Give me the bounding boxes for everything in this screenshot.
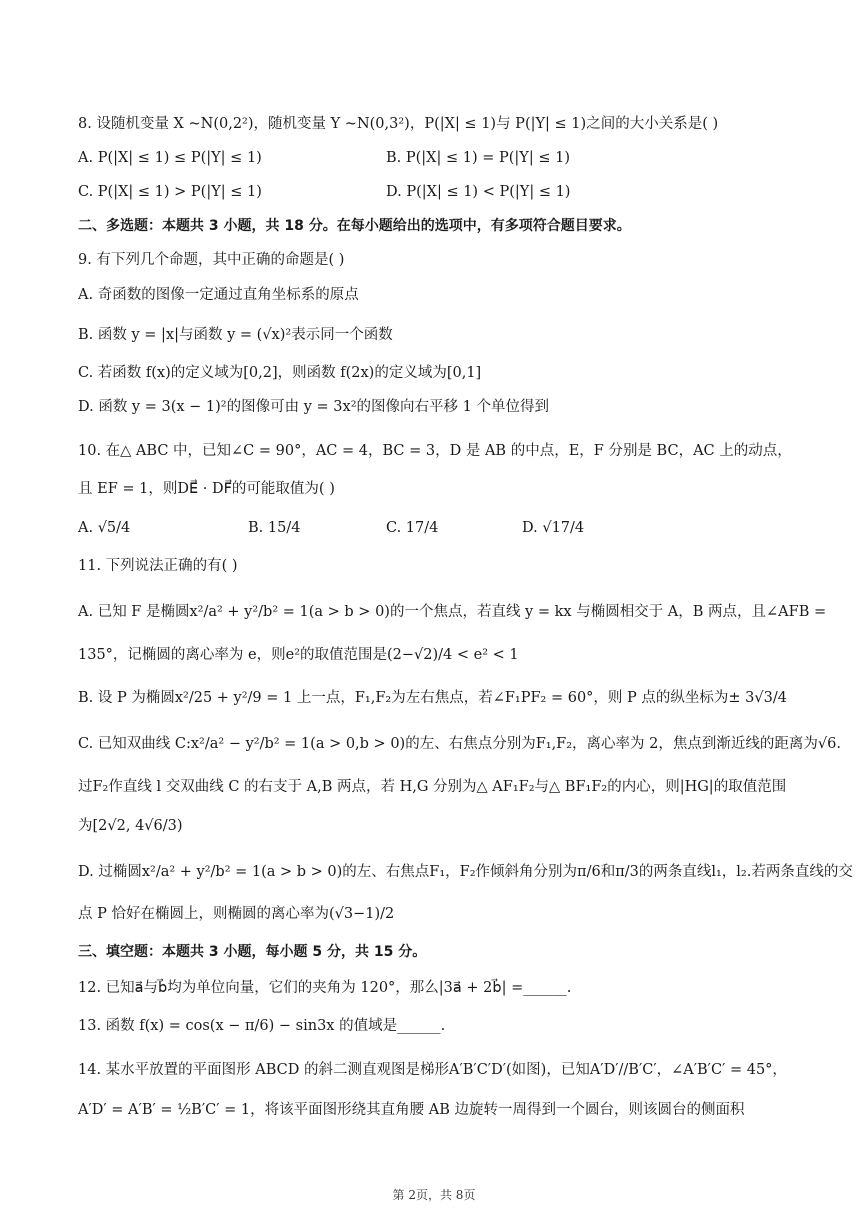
q9-option-d: D. 函数 y = 3(x − 1)²的图像可由 y = 3x²的图像向右平移 1 个单位得到 (78, 399, 549, 415)
q11-option-b: B. 设 P 为椭圆x²/25 + y²/9 = 1 上一点，F₁,F₂为左右焦点，若∠F₁PF₂ = 60°，则 P 点的纵坐标为± 3√3/4 (78, 690, 787, 706)
q9-option-c: C. 若函数 f(x)的定义域为[0,2]，则函数 f(2x)的定义域为[0,1] (78, 365, 482, 381)
q11-option-c-line1: C. 已知双曲线 C:x²/a² − y²/b² = 1(a > 0,b > 0)的左、右焦点分别为F₁,F₂，离心率为 2，焦点到渐近线的距离为√6. (78, 736, 841, 752)
q10-option-c: C. 17/4 (386, 520, 439, 536)
q10-option-a: A. √5/4 (78, 520, 131, 536)
q14-line2: A′D′ = A′B′ = ½B′C′ = 1，将该平面图形绕其直角腰 AB 边旋转一周得到一个圆台，则该圆台的侧面积 (78, 1102, 745, 1118)
section-heading-fill-in: 三、填空题：本题共 3 小题，每小题 5 分，共 15 分。 (78, 944, 427, 960)
q11-stem: 11. 下列说法正确的有( ) (78, 558, 238, 574)
q11-option-d-line2: 点 P 恰好在椭圆上，则椭圆的离心率为(√3−1)/2 (78, 906, 395, 922)
q10-stem-line2: 且 EF = 1，则DE⃗ · DF⃗的可能取值为( ) (78, 481, 335, 497)
q11-option-c-line3: 为[2√2, 4√6/3) (78, 818, 183, 834)
q10-option-b: B. 15/4 (248, 520, 301, 536)
question-13: 13. 函数 f(x) = cos(x − π/6) − sin3x 的值域是______. (78, 1018, 446, 1034)
q8-option-a: A. P(|X| ≤ 1) ≤ P(|Y| ≤ 1) (78, 150, 262, 166)
q9-option-b: B. 函数 y = |x|与函数 y = (√x)²表示同一个函数 (78, 327, 393, 343)
q10-option-d: D. √17/4 (522, 520, 585, 536)
q9-stem: 9. 有下列几个命题，其中正确的命题是( ) (78, 252, 345, 268)
section-heading-multiple-choice: 二、多选题：本题共 3 小题，共 18 分。在每小题给出的选项中，有多项符合题目要求。 (78, 218, 631, 234)
q11-option-c-line2: 过F₂作直线 l 交双曲线 C 的右支于 A,B 两点，若 H,G 分别为△ AF₁F₂与△ BF₁F₂的内心，则|HG|的取值范围 (78, 779, 787, 795)
q10-stem-line1: 10. 在△ ABC 中，已知∠C = 90°，AC = 4，BC = 3，D 是 AB 的中点，E，F 分别是 BC，AC 上的动点， (78, 443, 792, 459)
q8-option-c: C. P(|X| ≤ 1) > P(|Y| ≤ 1) (78, 184, 262, 200)
q8-option-d: D. P(|X| ≤ 1) < P(|Y| ≤ 1) (386, 184, 571, 200)
q8-stem: 8. 设随机变量 X ~N(0,2²)，随机变量 Y ~N(0,3²)，P(|X| ≤ 1)与 P(|Y| ≤ 1)之间的大小关系是( ) (78, 116, 719, 132)
q11-option-d-line1: D. 过椭圆x²/a² + y²/b² = 1(a > b > 0)的左、右焦点F₁，F₂作倾斜角分别为π/6和π/3的两条直线l₁，l₂.若两条直线的交 (78, 864, 853, 880)
question-12: 12. 已知a⃗与b⃗均为单位向量，它们的夹角为 120°，那么|3a⃗ + 2b⃗| =______. (78, 980, 572, 996)
q14-line1: 14. 某水平放置的平面图形 ABCD 的斜二测直观图是梯形A′B′C′D′(如图)，已知A′D′//B′C′，∠A′B′C′ = 45°， (78, 1062, 787, 1078)
q9-option-a: A. 奇函数的图像一定通过直角坐标系的原点 (78, 287, 359, 303)
q11-option-a-line2: 135°，记椭圆的离心率为 e，则e²的取值范围是(2−√2)/4 < e² < 1 (78, 647, 519, 663)
q8-option-b: B. P(|X| ≤ 1) = P(|Y| ≤ 1) (386, 150, 571, 166)
q11-option-a-line1: A. 已知 F 是椭圆x²/a² + y²/b² = 1(a > b > 0)的一个焦点，若直线 y = kx 与椭圆相交于 A，B 两点，且∠AFB = (78, 604, 827, 620)
page-footer: 第 2页，共 8页 (392, 1188, 476, 1202)
